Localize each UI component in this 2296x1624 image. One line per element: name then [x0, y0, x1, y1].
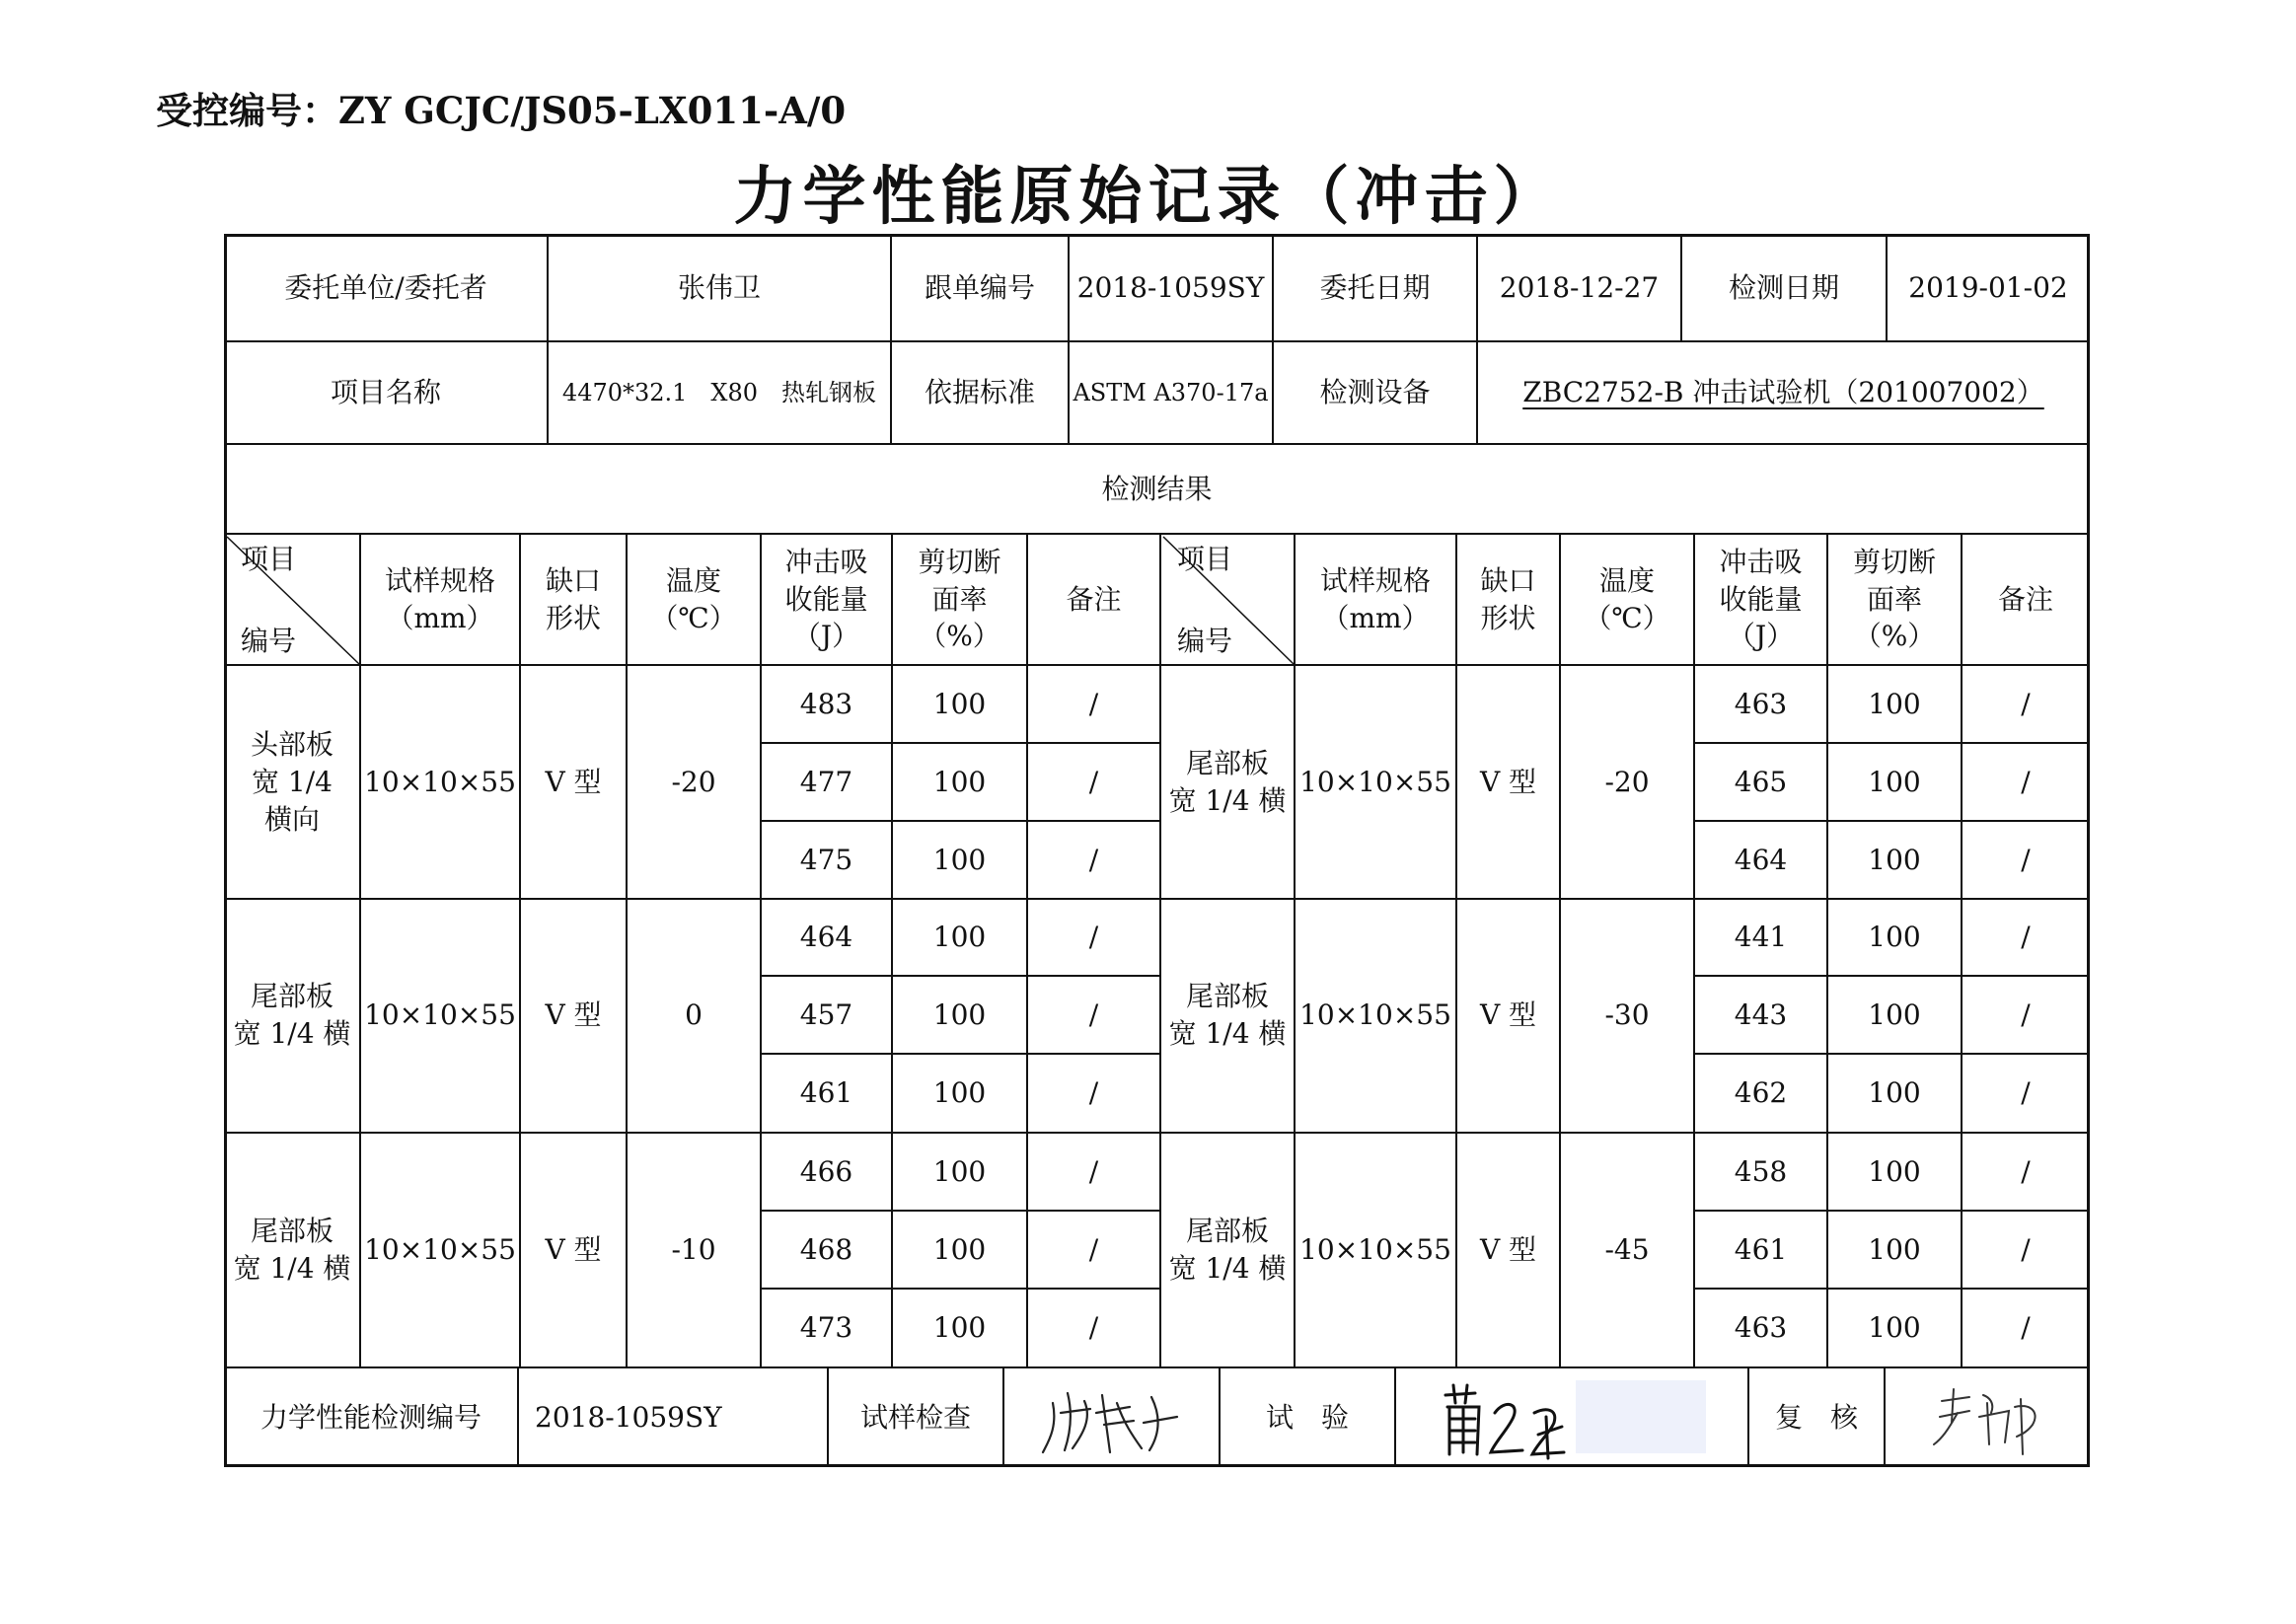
right-header-spec: 试样规格 （mm）	[1295, 534, 1456, 665]
left-shear-area: 100	[892, 976, 1027, 1054]
right-impact-energy: 443	[1694, 976, 1827, 1054]
left-header-spec: 试样规格 （mm）	[360, 534, 520, 665]
right-remark: /	[1962, 1211, 2090, 1289]
right-notch-type: V 型	[1456, 898, 1560, 1133]
signature-sample-check	[1013, 1373, 1211, 1462]
right-notch-type: V 型	[1456, 665, 1560, 900]
left-notch-type: V 型	[520, 898, 627, 1133]
tracking-number-label: 跟单编号	[891, 234, 1069, 341]
left-impact-energy: 475	[761, 821, 892, 900]
right-specimen-size: 10×10×55	[1295, 665, 1456, 900]
client-value: 张伟卫	[548, 234, 891, 341]
sample-check-signature-cell	[1003, 1367, 1220, 1467]
left-shear-area: 100	[892, 665, 1027, 743]
right-shear-area: 100	[1827, 1211, 1962, 1289]
left-shear-area: 100	[892, 898, 1027, 976]
right-remark: /	[1962, 1133, 2090, 1211]
right-notch-type: V 型	[1456, 1133, 1560, 1367]
right-remark: /	[1962, 976, 2090, 1054]
equipment-label: 检测设备	[1273, 341, 1477, 444]
left-notch-type: V 型	[520, 1133, 627, 1367]
standard-value: ASTM A370-17a	[1069, 341, 1273, 444]
right-shear-area: 100	[1827, 743, 1962, 821]
right-specimen-size: 10×10×55	[1295, 898, 1456, 1133]
left-specimen-name: 头部板 宽 1/4 横向	[224, 665, 360, 900]
results-section-title: 检测结果	[224, 444, 2090, 534]
left-test-temperature: -10	[627, 1133, 761, 1367]
equipment-cell	[1477, 341, 2090, 444]
right-impact-energy: 465	[1694, 743, 1827, 821]
left-specimen-name: 尾部板 宽 1/4 横	[224, 898, 360, 1133]
left-test-temperature: -20	[627, 665, 761, 900]
right-impact-energy: 463	[1694, 665, 1827, 743]
right-specimen-name: 尾部板 宽 1/4 横	[1160, 898, 1295, 1133]
redaction-box	[1576, 1380, 1706, 1453]
left-header-shear: 剪切断 面率 （%）	[892, 534, 1027, 665]
right-specimen-size: 10×10×55	[1295, 1133, 1456, 1367]
right-shear-area: 100	[1827, 1133, 1962, 1211]
right-test-temperature: -30	[1560, 898, 1694, 1133]
left-notch-type: V 型	[520, 665, 627, 900]
commission-date-value: 2018-12-27	[1477, 234, 1681, 341]
mech-test-number-value: 2018-1059SY	[518, 1367, 828, 1467]
sample-check-label: 试样检查	[828, 1367, 1003, 1467]
right-test-temperature: -20	[1560, 665, 1694, 900]
left-impact-energy: 457	[761, 976, 892, 1054]
mech-test-number-label: 力学性能检测编号	[224, 1367, 518, 1467]
control-number-label: 受控编号：	[156, 90, 338, 132]
left-impact-energy: 473	[761, 1289, 892, 1367]
left-remark: /	[1027, 743, 1160, 821]
left-remark: /	[1027, 1211, 1160, 1289]
review-signature-cell	[1885, 1367, 2090, 1467]
left-remark: /	[1027, 1133, 1160, 1211]
right-impact-energy: 441	[1694, 898, 1827, 976]
right-header-remark: 备注	[1962, 534, 2090, 665]
right-header-notch: 缺口 形状	[1456, 534, 1560, 665]
left-header-notch: 缺口 形状	[520, 534, 627, 665]
commission-date-label: 委托日期	[1273, 234, 1477, 341]
right-test-temperature: -45	[1560, 1133, 1694, 1367]
left-shear-area: 100	[892, 743, 1027, 821]
right-shear-area: 100	[1827, 898, 1962, 976]
left-shear-area: 100	[892, 821, 1027, 900]
left-specimen-name: 尾部板 宽 1/4 横	[224, 1133, 360, 1367]
right-header-energy: 冲击吸 收能量 （J）	[1694, 534, 1827, 665]
right-diag-bottom-label: 编号	[1177, 625, 1233, 658]
standard-label: 依据标准	[891, 341, 1069, 444]
left-impact-energy: 461	[761, 1054, 892, 1133]
right-remark: /	[1962, 1054, 2090, 1133]
control-number	[156, 81, 846, 134]
right-specimen-name: 尾部板 宽 1/4 横	[1160, 1133, 1295, 1367]
right-specimen-name: 尾部板 宽 1/4 横	[1160, 665, 1295, 900]
right-shear-area: 100	[1827, 976, 1962, 1054]
equipment-value: ZBC2752-B 冲击试验机（201007002）	[1522, 376, 2044, 409]
test-label: 试 验	[1220, 1367, 1395, 1467]
tracking-number-value: 2018-1059SY	[1069, 234, 1273, 341]
left-remark: /	[1027, 1054, 1160, 1133]
left-impact-energy: 477	[761, 743, 892, 821]
left-shear-area: 100	[892, 1289, 1027, 1367]
test-date-value: 2019-01-02	[1887, 234, 2090, 341]
left-shear-area: 100	[892, 1133, 1027, 1211]
left-impact-energy: 464	[761, 898, 892, 976]
left-remark: /	[1027, 821, 1160, 900]
right-header-shear: 剪切断 面率 （%）	[1827, 534, 1962, 665]
test-date-label: 检测日期	[1681, 234, 1887, 341]
right-diag-top-label: 项目	[1177, 543, 1233, 575]
client-label: 委托单位/委托者	[224, 234, 548, 341]
right-impact-energy: 458	[1694, 1133, 1827, 1211]
left-remark: /	[1027, 976, 1160, 1054]
left-header-remark: 备注	[1027, 534, 1160, 665]
test-signature-cell	[1395, 1367, 1748, 1467]
left-impact-energy: 483	[761, 665, 892, 743]
left-remark: /	[1027, 898, 1160, 976]
right-remark: /	[1962, 821, 2090, 900]
control-number-value: ZY GCJC/JS05-LX011-A/0	[338, 89, 847, 132]
right-impact-energy: 463	[1694, 1289, 1827, 1367]
right-shear-area: 100	[1827, 665, 1962, 743]
right-impact-energy: 461	[1694, 1211, 1827, 1289]
left-test-temperature: 0	[627, 898, 761, 1133]
right-remark: /	[1962, 665, 2090, 743]
left-remark: /	[1027, 665, 1160, 743]
right-remark: /	[1962, 743, 2090, 821]
left-diag-header	[224, 534, 360, 665]
right-shear-area: 100	[1827, 1054, 1962, 1133]
project-name-label: 项目名称	[224, 341, 548, 444]
left-impact-energy: 466	[761, 1133, 892, 1211]
right-header-temp: 温度 （℃）	[1560, 534, 1694, 665]
left-shear-area: 100	[892, 1054, 1027, 1133]
right-remark: /	[1962, 898, 2090, 976]
left-specimen-size: 10×10×55	[360, 898, 520, 1133]
left-diag-bottom-label: 编号	[241, 625, 297, 658]
left-header-temp: 温度 （℃）	[627, 534, 761, 665]
left-shear-area: 100	[892, 1211, 1027, 1289]
review-label: 复 核	[1748, 1367, 1885, 1467]
right-remark: /	[1962, 1289, 2090, 1367]
right-shear-area: 100	[1827, 821, 1962, 900]
left-remark: /	[1027, 1289, 1160, 1367]
document-title: 力学性能原始记录（冲击）	[733, 161, 1563, 234]
left-specimen-size: 10×10×55	[360, 1133, 520, 1367]
left-impact-energy: 468	[761, 1211, 892, 1289]
right-impact-energy: 462	[1694, 1054, 1827, 1133]
left-specimen-size: 10×10×55	[360, 665, 520, 900]
right-impact-energy: 464	[1694, 821, 1827, 900]
right-diag-header	[1160, 534, 1295, 665]
left-diag-top-label: 项目	[241, 543, 297, 575]
signature-review	[1918, 1373, 2056, 1462]
left-header-energy: 冲击吸 收能量 （J）	[761, 534, 892, 665]
project-name-value: 4470*32.1 X80 热轧钢板	[548, 341, 891, 444]
right-shear-area: 100	[1827, 1289, 1962, 1367]
